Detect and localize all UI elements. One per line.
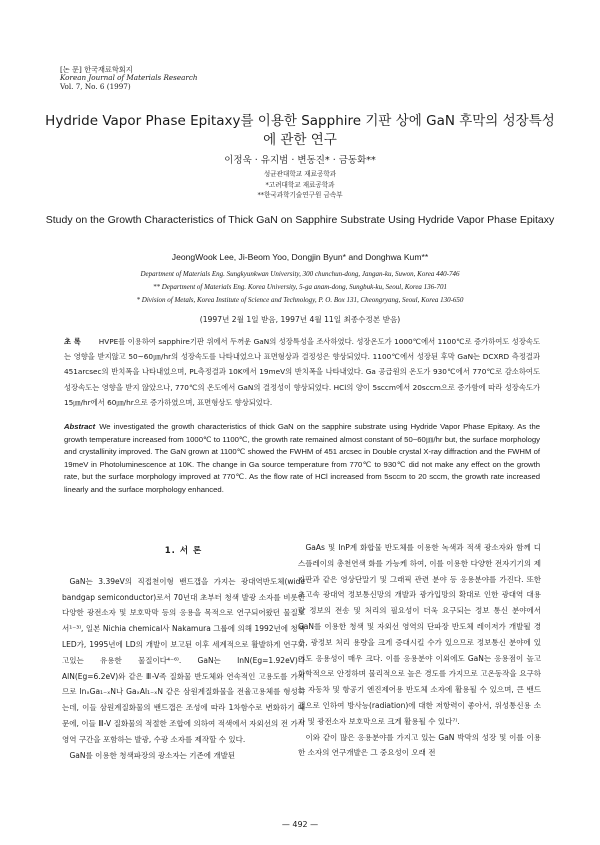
page-number: — 492 — [281,820,319,829]
body-column-left [62,540,305,763]
body-paragraph: GaAs 및 InP계 화합물 반도체를 이용한 녹색과 적색 광소자와 함께 디스플레이의 총천연색 화를 가능케 하여, 이를 이용한 다양한 전자기기의 제가판과 같은 영상단말기 및 그래픽 관련 분야 등 응용분야를 가진다. 또한 초고속 광대역 정보통신망의 개발과 광가입망의 확대로 인한 광대역 대용량 정보의 전송 및 처리의 필요성이 더욱 요구되는 정보 통신 분야에서 GaN를 이용한 청색 및 자외선 영역의 단파장 반도체 레이저가 개발될 경우, 광정보 처리 용량을 크게 증대시킬 수가 있으므로 정보통신 분야에 있어도 응용성이 매우 크다. 이를 응용분야 이외에도 GaN는 응용점이 높고 화학적으로 안정하며 물리적으로 높은 경도를 가지므로 고온동작을 요구하는 자동차 및 항공기 엔진제어용 반도체 소자에 활용될 수 있으며, 큰 밴드갭으로 인하여 방사능(radiation)에 대한 저항력이 좋아서, 위성통신용 소자 및 광전소자 보호막으로 크게 활용될 수 있다⁷⁾. [298,543,541,726]
affiliations-english [40,268,560,307]
affiliation-en-3: * Division of Metals, Korea Institute of Science and Technology, P. O. Box 131, Cheongryang, Seoul, Korea 130-650 [136,296,464,304]
journal-volume: Vol. 7, No. 6 (1997) [60,81,131,91]
journal-name-ko: [논 문] 한국재료학회지 [60,65,133,74]
body-paragraph: 이와 같이 많은 응용분야를 가지고 있는 GaN 박막의 성장 및 이를 이용한 소자의 연구개발은 그 중요성이 오래 전 [298,732,541,758]
affiliation-en-2: ** Department of Materials Eng. Korea University, 5-ga anam-dong, Sungbuk-ku, Seoul, Korea 136-701 [152,283,448,291]
title-english: Study on the Growth Characteristics of Thick GaN on Sapphire Substrate Using Hydride Vapor Phase Epitaxy [45,214,555,226]
section-heading-introduction: 1. 서 론 [164,546,203,556]
affiliation-ko-1: 성균관대학교 재료공학과 [263,170,337,178]
abstract-english-text: We investigated the growth characteristics of thick GaN on the sapphire substrate using Hydride Vapor Phase Epitaxy. As the growth temperature increased from 1000℃ to 1100℃, the growth rate remained almost constant of 50~60㎛/hr but, the surface morphology and crystallinity improved. The GaN grown at 1100℃ showed the FWHM of 451 arcsec in Double crystal X-ray diffraction and the FWHM of 19meV in Photoluminescence at 10K. The change in Ga source temperature from 770℃ to 930℃ did not make any effect on the growth rate, but the surface morphology improved at 770℃. As the flow rate of HCl increased from 5sccm to 20 sccm, the growth rate increased linearly and the surface morphology enhanced. [64,422,540,494]
body-paragraph: GaN를 이용한 청색파장의 광소자는 기존에 개발된 [69,750,236,760]
abstract-korean-label: 초 록 [64,337,81,346]
received-dates: (1997년 2월 1일 받음, 1997년 4월 11일 최종수정본 받음) [199,315,401,324]
affiliation-ko-2: *고려대학교 재료공학과 [265,180,335,189]
affiliation-ko-3: **한국과학기술연구원 금속부 [257,191,343,199]
authors-english: JeongWook Lee, Ji-Beom Yoo, Dongjin Byun* and Donghwa Kum** [171,252,429,262]
abstract-english-label: Abstract [64,422,96,431]
body-column-right [298,540,541,761]
journal-name-en: Korean Journal of Materials Research [60,73,198,83]
affiliations-korean [40,169,560,201]
body-paragraph: GaN는 3.39eV의 직접천이형 밴드갭을 가지는 광대역반도체(wide bandgap semiconductor)로서 70년대 초부터 청색 발광 소자를 비롯한 다양한 광전소자 및 보호막막 등의 응용을 목적으로 연구되어왔던 물질로서¹⁻³⁾, 일본 Nichia chemical사 Nakamura 그룹에 의해 1992년에 청색 LED가, 1995년에 LD의 개발이 보고된 이후 세계적으로 활발하게 연구되고있는 유용한 물질이다⁴⁻⁶⁾. GaN는 InN(Eg=1.92eV)나 AlN(Eg=6.2eV)와 같은 Ⅲ-V족 질화물 반도체와 연속적인 고용도를 가지므로 InₓGa₁₋ₓN나 GaₓAl₁₋ₓN 같은 삼원계질화물을 전율고용체를 형성하는데, 이들 삼원계질화물의 밴드갭은 조성에 따라 1차함수로 변화하기 때문에, 이들 Ⅲ-V 질화물의 적절한 조합에 의하여 적색에서 자외선의 전 가시영역 구간을 포함하는 발광, 수광 소자를 제작할 수 있다. [62,576,305,744]
abstract-english [64,421,540,497]
abstract-korean-text: HVPE를 이용하여 sapphire기판 위에서 두꺼운 GaN의 성장특성을 조사하였다. 성장온도가 1000℃에서 1100℃로 증가하여도 성장속도는 영향을 받지않고 50~60㎛/hr의 성장속도를 나타내었으나 표면형상과 결정성은 향상되었다. 1100℃에서 성장된 후막 GaN는 DCXRD 측정결과 451arcsec의 반치폭을 나타내었으며, PL측정결과 10K에서 19meV의 반치폭을 나타내었다. Ga 공급원의 온도가 930℃에서 770℃로 감소하여도 성장속도는 영향을 받지 않았으나, 770℃의 온도에서 GaN의 결정성이 향상되었다. HCl의 양이 5sccm에서 20sccm으로 증가함에 따라 성장속도가 15㎛/hr에서 60㎛/hr으로 증가하였으며, 표면형상도 향상되었다. [64,337,540,407]
authors-korean: 이정욱 · 유지범 · 변동진* · 금동화** [224,155,376,166]
affiliation-en-1: Department of Materials Eng. Sungkyunkwan University, 300 chunchun-dong, Jangan-ku, Suwon, Korea 440-746 [140,270,460,278]
title-korean: Hydride Vapor Phase Epitaxy를 이용한 Sapphire 기판 상에 GaN 후막의 성장특성에 관한 연구 [45,113,555,148]
journal-header [60,66,198,91]
abstract-korean [64,334,540,410]
